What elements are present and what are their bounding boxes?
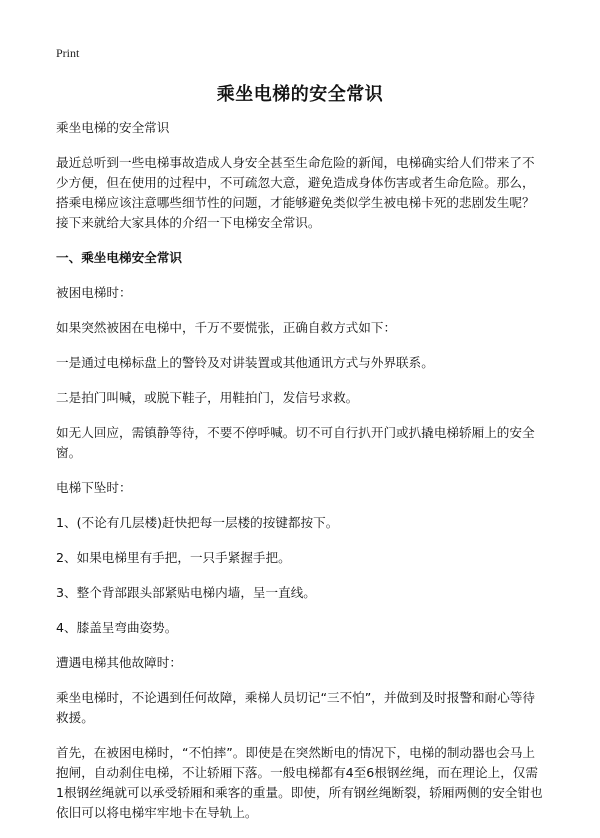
paragraph: 一是通过电梯标盘上的警铃及对讲装置或其他通讯方式与外界联系。	[56, 355, 434, 370]
list-item: 4、膝盖呈弯曲姿势。	[56, 620, 178, 635]
page-title: 乘坐电梯的安全常识	[216, 84, 384, 105]
paragraph: 乘坐电梯的安全常识	[56, 120, 170, 135]
list-item: 2、如果电梯里有手把，一只手紧握手把。	[56, 550, 291, 565]
paragraph: 最近总听到一些电梯事故造成人身安全甚至生命危险的新闻，电梯确实给人们带来了不少方便，但在使用的过程中，不可疏忽大意，避免造成身体伤害或者生命危险。那么，搭乘电梯应该注意哪些细节性的问题，才能够避免类似学生被电梯卡死的悲剧发生呢？接下来就给大家具体的介绍一下电梯安全常识。	[56, 155, 535, 230]
paragraph: 乘坐电梯时，不论遇到任何故障，乘梯人员切记“三不怕”，并做到及时报警和耐心等待救援。	[56, 690, 536, 725]
paragraph: 被困电梯时：	[56, 285, 132, 300]
print-label: Print	[56, 46, 80, 60]
paragraph: 遭遇电梯其他故障时：	[56, 655, 182, 670]
paragraph: 如无人回应，需镇静等待，不要不停呼喊。切不可自行扒开门或扒撬电梯轿厢上的安全窗。	[56, 425, 535, 460]
paragraph: 首先，在被困电梯时，“不怕摔”。即使是在突然断电的情况下，电梯的制动器也会马上抱闸，自动刹住电梯，不让轿厢下落。一般电梯都有4至6根钢丝绳，而在理论上，仅需1根钢丝绳就可以承受轿厢和乘客的重量。即使，所有钢丝绳断裂，轿厢两侧的安全钳也依旧可以将电梯牢牢地卡在导轨上。	[56, 745, 543, 820]
document-body	[56, 118, 544, 838]
paragraph: 电梯下坠时：	[56, 480, 132, 495]
list-item: 1、(不论有几层楼)赶快把每一层楼的按键都按下。	[56, 515, 339, 530]
section-heading: 一、乘坐电梯安全常识	[56, 250, 182, 265]
list-item: 3、整个背部跟头部紧贴电梯内墙，呈一直线。	[56, 585, 316, 600]
paragraph: 如果突然被困在电梯中，千万不要慌张，正确自救方式如下：	[56, 320, 397, 335]
paragraph: 二是拍门叫喊，或脱下鞋子，用鞋拍门，发信号求救。	[56, 390, 359, 405]
